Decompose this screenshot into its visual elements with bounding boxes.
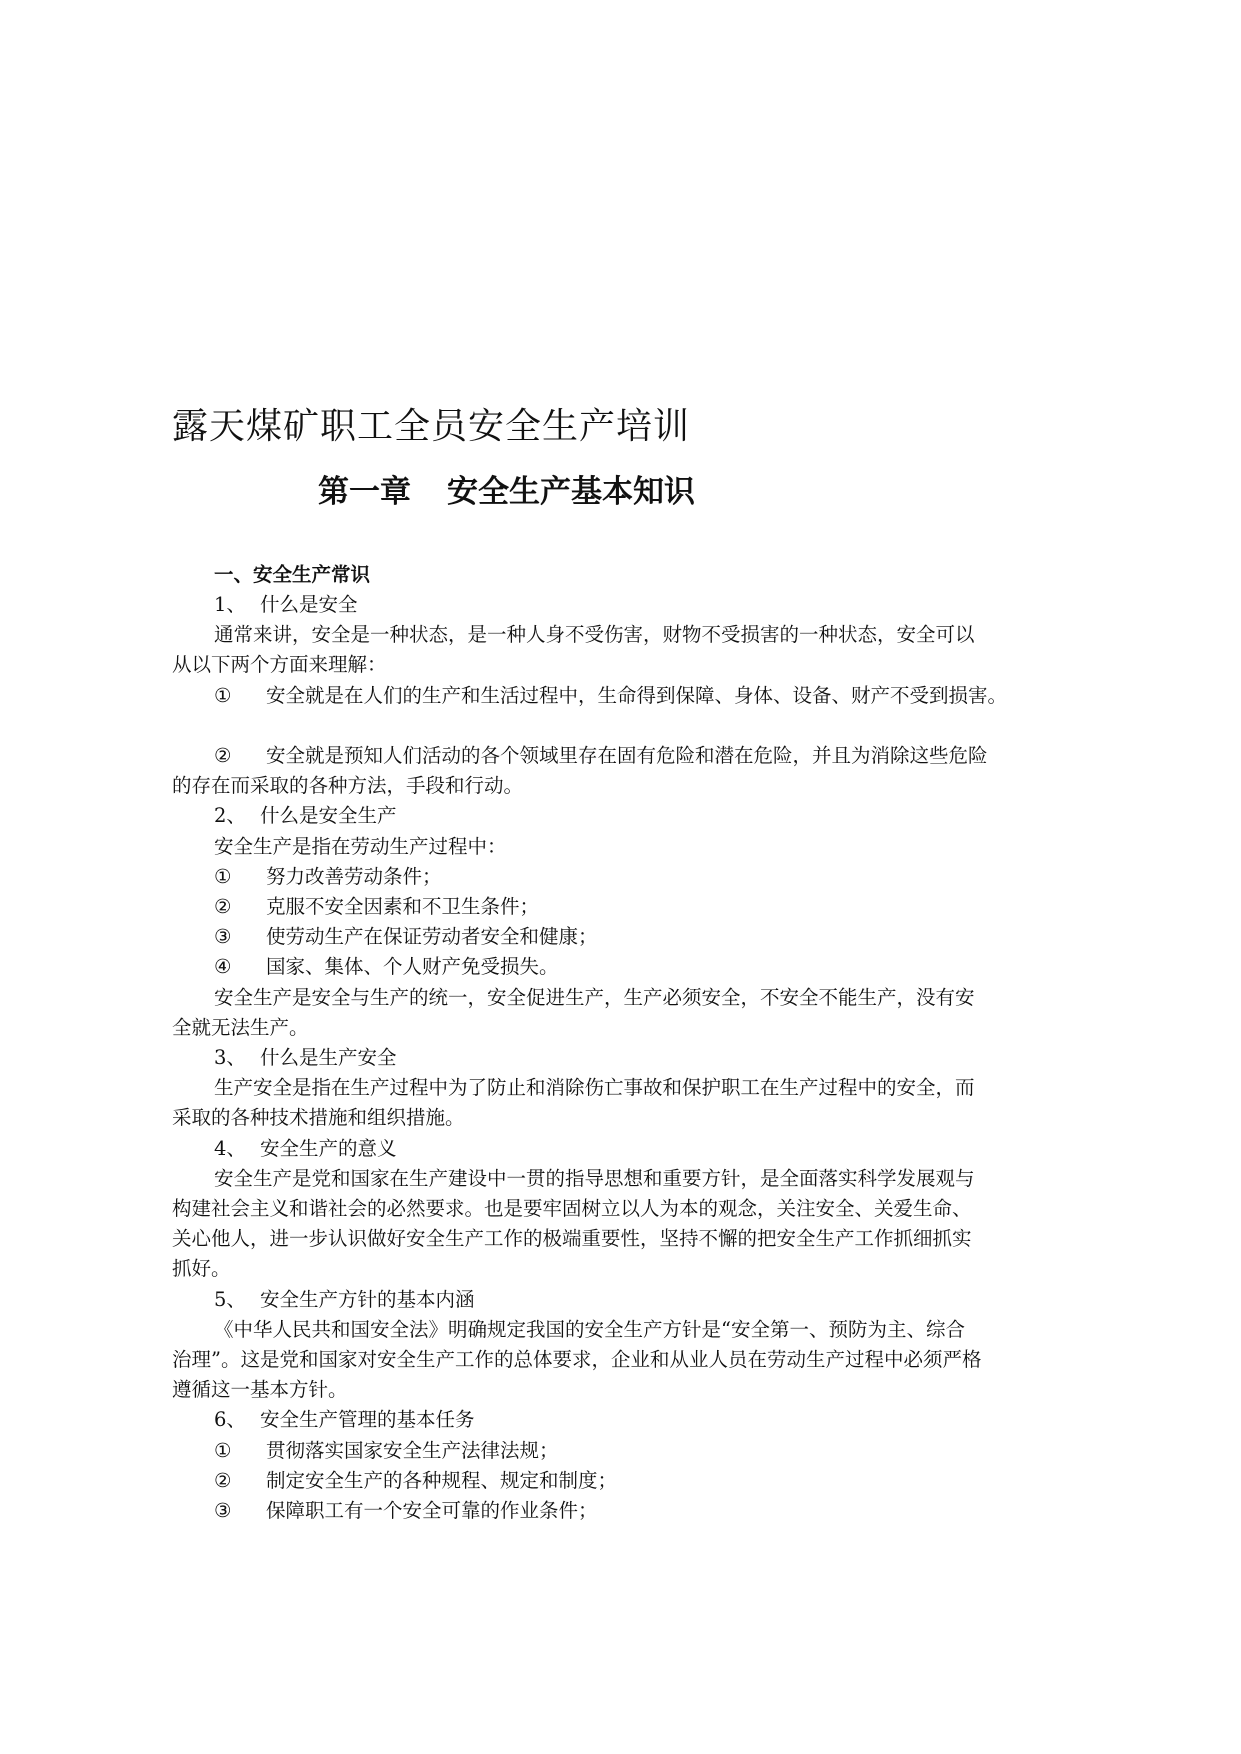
list-item-text: 努力改善劳动条件； xyxy=(266,864,442,888)
list-marker: ① xyxy=(214,683,232,707)
list-marker: ③ xyxy=(214,925,232,949)
list-item-text: 国家、集体、个人财产免受损失。 xyxy=(266,955,559,979)
subsection-number: 5、 xyxy=(214,1287,246,1311)
list-item xyxy=(214,681,1007,711)
paragraph-line: 通常来讲，安全是一种状态，是一种人身不受伤害，财物不受损害的一种状态，安全可以 xyxy=(214,623,975,647)
list-item xyxy=(214,1496,598,1526)
paragraph-line: 关心他人，进一步认识做好安全生产工作的极端重要性，坚持不懈的把安全生产工作抓细抓实 xyxy=(172,1227,972,1251)
paragraph-line: 生产安全是指在生产过程中为了防止和消除伤亡事故和保护职工在生产过程中的安全，而 xyxy=(214,1076,975,1100)
paragraph-line: 安全生产是党和国家在生产建设中一贯的指导思想和重要方针，是全面落实科学发展观与 xyxy=(214,1166,975,1190)
subsection-title: 什么是安全 xyxy=(260,593,358,616)
chapter-title xyxy=(318,466,695,511)
paragraph-line: 安全生产是指在劳动生产过程中： xyxy=(214,834,507,858)
list-item-text: 安全就是在人们的生产和生活过程中，生命得到保障、身体、设备、财产不受到损害。 xyxy=(266,683,1008,707)
subsection-title: 什么是安全生产 xyxy=(260,804,397,828)
paragraph-line: 全就无法生产。 xyxy=(172,1015,309,1039)
subsection-number: 3、 xyxy=(214,1046,246,1069)
list-marker: ③ xyxy=(214,1499,232,1522)
list-marker: ② xyxy=(214,895,232,918)
paragraph-line: 安全生产是安全与生产的统一，安全促进生产，生产必须安全，不安全不能生产，没有安 xyxy=(214,985,975,1009)
paragraph-line: 采取的各种技术措施和组织措施。 xyxy=(172,1106,465,1130)
list-marker: ① xyxy=(214,864,232,888)
document-title: 露天煤矿职工全员安全生产培训 xyxy=(172,406,691,447)
list-marker: ② xyxy=(214,1468,232,1492)
subsection-heading xyxy=(214,590,358,620)
subsection-title: 什么是生产安全 xyxy=(260,1046,397,1069)
subsection-number: 6、 xyxy=(214,1408,246,1432)
paragraph-line: 遵循这一基本方针。 xyxy=(172,1378,348,1402)
list-item-text: 使劳动生产在保证劳动者安全和健康； xyxy=(266,925,598,949)
subsection-title: 安全生产的意义 xyxy=(260,1136,397,1160)
list-marker: ① xyxy=(214,1438,232,1462)
paragraph-line: 从以下两个方面来理解： xyxy=(172,653,387,677)
paragraph-line: 抓好。 xyxy=(172,1257,231,1281)
subsection-heading xyxy=(214,1134,397,1164)
chapter-number: 第一章 xyxy=(318,474,411,510)
list-item xyxy=(214,1466,617,1496)
chapter-name: 安全生产基本知识 xyxy=(447,474,695,510)
subsection-heading xyxy=(214,1405,475,1435)
subsection-heading xyxy=(214,1043,397,1073)
subsection-number: 4、 xyxy=(214,1136,246,1160)
subsection-number: 1、 xyxy=(214,593,246,616)
list-item xyxy=(214,922,598,952)
list-item-text: 制定安全生产的各种规程、规定和制度； xyxy=(266,1468,618,1492)
list-item-text: 保障职工有一个安全可靠的作业条件； xyxy=(266,1499,598,1522)
list-item xyxy=(214,892,539,922)
list-item xyxy=(214,1436,559,1466)
subsection-number: 2、 xyxy=(214,804,246,828)
paragraph-line: 治理”。这是党和国家对安全生产工作的总体要求，企业和从业人员在劳动生产过程中必须严格 xyxy=(172,1348,982,1371)
list-marker: ④ xyxy=(214,955,232,979)
list-item-text: 安全就是预知人们活动的各个领域里存在固有危险和潜在危险，并且为消除这些危险 xyxy=(266,744,988,767)
subsection-heading xyxy=(214,1285,475,1315)
paragraph-line: 构建社会主义和谐社会的必然要求。也是要牢固树立以人为本的观念，关注安全、关爱生命、 xyxy=(172,1197,972,1220)
section-heading: 一、安全生产常识 xyxy=(214,563,371,586)
subsection-title: 安全生产管理的基本任务 xyxy=(260,1408,475,1432)
subsection-title: 安全生产方针的基本内涵 xyxy=(260,1287,475,1311)
list-item-continuation: 的存在而采取的各种方法，手段和行动。 xyxy=(172,774,524,798)
paragraph-line: 《中华人民共和国安全法》明确规定我国的安全生产方针是“安全第一、预防为主、综合 xyxy=(214,1317,965,1341)
list-marker: ② xyxy=(214,744,232,767)
list-item xyxy=(214,862,442,892)
list-item xyxy=(214,741,988,771)
list-item-text: 克服不安全因素和不卫生条件； xyxy=(266,895,540,918)
list-item xyxy=(214,952,559,982)
subsection-heading xyxy=(214,801,397,831)
list-item-text: 贯彻落实国家安全生产法律法规； xyxy=(266,1438,559,1462)
